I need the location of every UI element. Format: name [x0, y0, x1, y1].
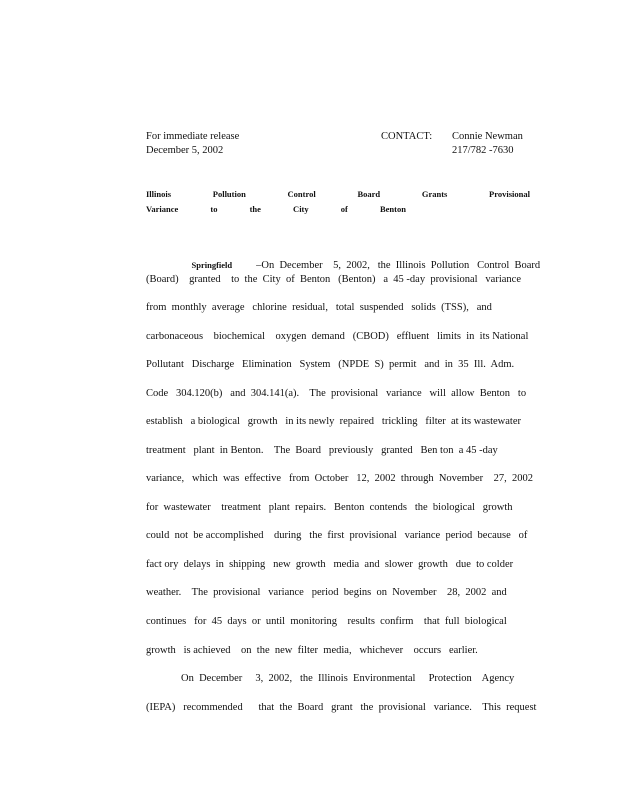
body-line: carbonaceous biochemical oxygen demand (CBOD) effluent limits in its National	[146, 331, 529, 342]
body-line: variance, which was effective from October 12, 2002 through November 27, 2002	[146, 473, 534, 484]
contact-name: Connie Newman	[452, 131, 523, 142]
contact-label: CONTACT:	[381, 131, 433, 142]
press-release-title: Illinois Pollution Control Board Grants Provisional Variance to the City of Benton	[146, 189, 530, 214]
release-date: December 5, 2002	[146, 145, 224, 156]
body-line: On December 3, 2002, the Illinois Environmental Protection Agency	[181, 673, 515, 684]
body-line: (Board) granted to the City of Benton (Benton) a 45 -day provisional variance	[146, 274, 521, 285]
body-line: Pollutant Discharge Elimination System (NPDE S) permit and in 35 Ill. Adm.	[146, 359, 515, 370]
body-line: weather. The provisional variance period begins on November 28, 2002 and	[146, 587, 507, 598]
body-line: growth is achieved on the new filter media, whichever occurs earlier.	[146, 645, 478, 656]
body-line: for wastewater treatment plant repairs. Benton contends the biological growth	[146, 502, 513, 513]
dateline: Springfield	[191, 260, 233, 270]
release-notice: For immediate release	[146, 131, 240, 142]
body-line: from monthly average chlorine residual, total suspended solids (TSS), and	[146, 302, 492, 313]
body-line: Code 304.120(b) and 304.141(a). The provisional variance will allow Benton to	[146, 388, 527, 399]
contact-phone: 217/782 -7630	[452, 145, 514, 156]
body-text: –On December 5, 2002, the Illinois Pollution Control Board	[256, 260, 541, 271]
body-line: could not be accomplished during the first provisional variance period because of	[146, 530, 528, 541]
body-line: (IEPA) recommended that the Board grant the provisional variance. This request	[146, 702, 537, 713]
body-line: fact ory delays in shipping new growth media and slower growth due to colder	[146, 559, 514, 570]
body-line: treatment plant in Benton. The Board previously granted Ben ton a 45 -day	[146, 445, 498, 456]
body-line: continues for 45 days or until monitoring results confirm that full biological	[146, 616, 507, 627]
body-line: establish a biological growth in its newly repaired trickling filter at its wastewater	[146, 416, 521, 427]
